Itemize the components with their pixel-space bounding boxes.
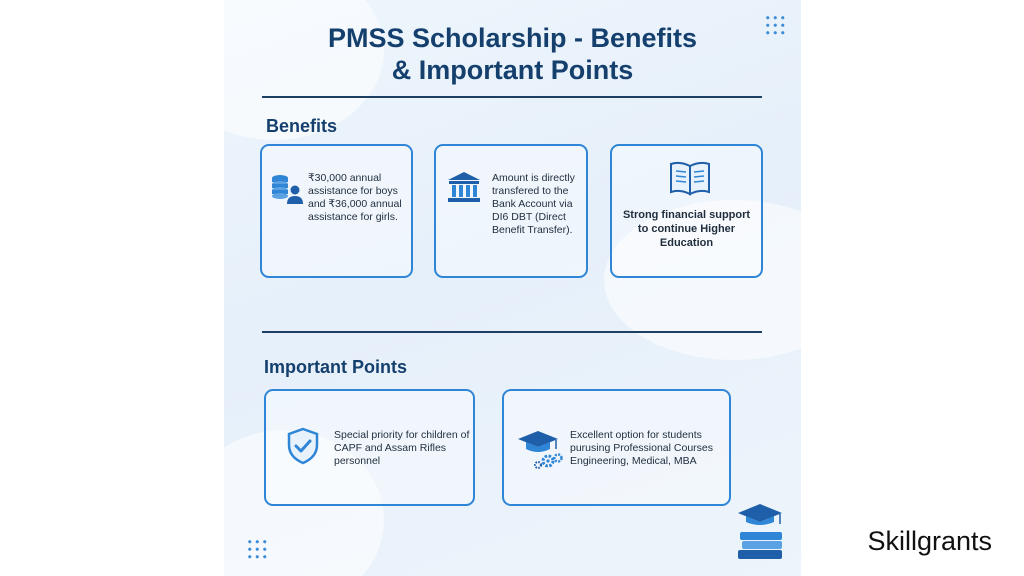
benefit-card-text: Strong financial support to continue Higher Education bbox=[622, 209, 751, 249]
divider bbox=[262, 331, 762, 333]
open-book-icon bbox=[668, 160, 712, 198]
brand-name: Skillgrants bbox=[867, 526, 992, 556]
important-point-text: Special priority for children of CAPF and Assam Rifles personnel bbox=[334, 429, 470, 467]
benefit-card bbox=[434, 144, 588, 278]
benefit-card-text: Amount is directly transfered to the Bank Account via DI6 DBT (Direct Benefit Transfer). bbox=[492, 172, 575, 236]
coins-user-icon bbox=[270, 172, 304, 206]
important-point-text: Excellent option for students purusing Professional Courses Engineering, Medical, MBA bbox=[570, 429, 713, 467]
benefit-card bbox=[610, 144, 763, 278]
benefit-card-text: ₹30,000 annual assistance for boys and ₹36,000 annual assistance for girls. bbox=[308, 172, 402, 223]
benefit-card bbox=[260, 144, 413, 278]
benefits-heading: Benefits bbox=[266, 116, 338, 136]
important-point-card bbox=[264, 389, 475, 506]
dot-grid-decoration bbox=[246, 538, 268, 560]
title-line-1: PMSS Scholarship - Benefits bbox=[327, 23, 698, 53]
shield-check-icon bbox=[286, 427, 320, 465]
divider bbox=[262, 96, 762, 98]
graduation-cap-gears-icon bbox=[518, 427, 564, 471]
infographic-panel bbox=[224, 0, 801, 576]
important-point-card bbox=[502, 389, 731, 506]
important-points-heading: Important Points bbox=[264, 357, 407, 377]
title-line-2: & Important Points bbox=[391, 55, 634, 85]
graduation-books-icon bbox=[732, 502, 788, 566]
page-title bbox=[224, 22, 801, 86]
bank-icon bbox=[446, 170, 482, 204]
